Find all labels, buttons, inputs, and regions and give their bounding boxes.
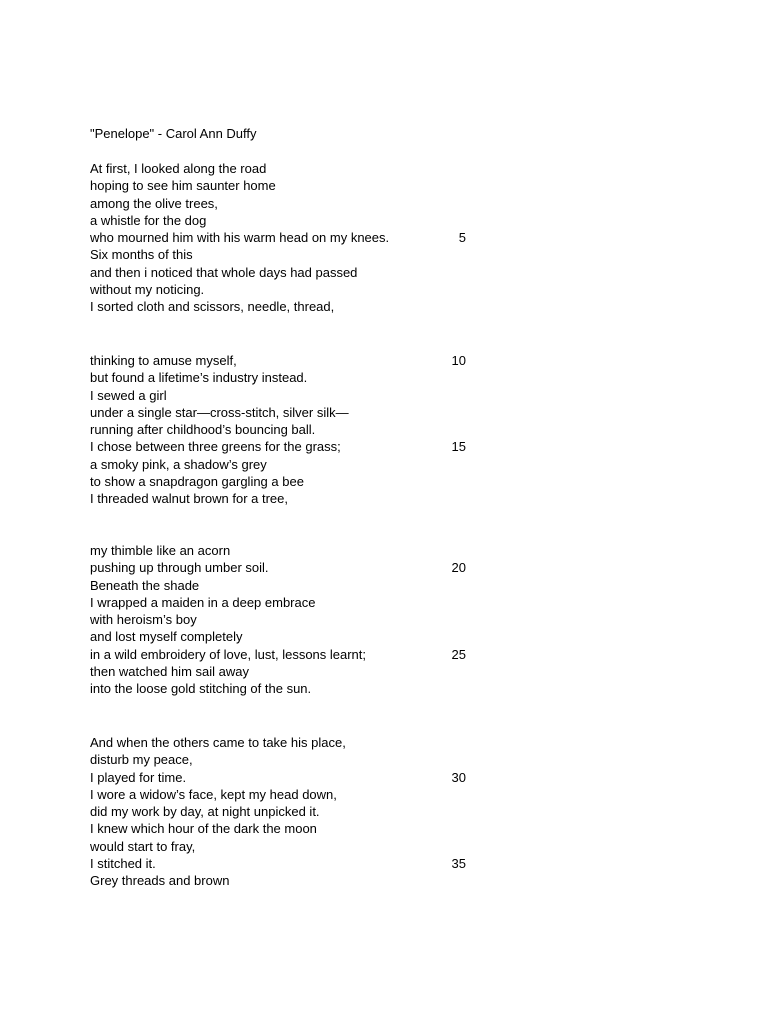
line-number: 10 [451,353,466,368]
poem-line [90,663,490,680]
poem-line-text: I sorted cloth and scissors, needle, thread, [90,299,335,315]
poem-line-text: my thimble like an acorn [90,543,231,558]
poem-line [90,872,490,889]
poem-line-text: Six months of this [90,247,193,263]
line-number: 20 [451,560,466,576]
poem-line-text: but found a lifetime’s industry instead. [90,370,308,386]
poem-line-text: I stitched it. [90,856,156,872]
poem-line-text: thinking to amuse myself, [90,353,237,368]
poem-line-text: who mourned him with his warm head on my knees. [90,230,390,246]
poem-line-text: and then i noticed that whole days had passed [90,264,358,280]
poem-line [90,734,490,751]
poem-line [90,229,490,246]
poem-line-text: a whistle for the dog [90,212,207,228]
poem-title: "Penelope" - Carol Ann Duffy [90,126,257,141]
poem-line-text: disturb my peace, [90,752,193,768]
poem-line [90,456,490,473]
poem-line [90,803,490,820]
poem-line [90,421,490,438]
poem-line-text: hoping to see him saunter home [90,178,276,194]
poem-line-text: would start to fray, [90,838,196,854]
poem-line [90,369,490,386]
poem-line [90,490,490,507]
poem-line [90,594,490,611]
stanza-4 [90,734,490,890]
poem-line [90,404,490,421]
poem-line-text: with heroism’s boy [90,612,197,628]
line-number: 5 [458,230,466,246]
line-number: 35 [451,856,466,872]
poem-line [90,246,490,263]
poem-line-text: I wore a widow’s face, kept my head down, [90,786,337,802]
stanza-1 [90,160,490,316]
poem-line-text: did my work by day, at night unpicked it. [90,804,320,820]
line-number: 15 [451,439,466,455]
poem-line-text: I wrapped a maiden in a deep embrace [90,594,316,610]
poem-line [90,611,490,628]
poem-line [90,786,490,803]
poem-line [90,751,490,768]
poem-line [90,838,490,855]
poem-line [90,473,490,490]
poem-line [90,264,490,281]
poem-line [90,177,490,194]
poem-line-text: without my noticing. [90,282,205,298]
poem-line-text: and lost myself completely [90,629,243,645]
poem-line-text: I chose between three greens for the grass; [90,439,341,455]
poem-line-text: Grey threads and brown [90,873,230,889]
poem-line-text: I played for time. [90,769,187,785]
poem-line-text: And when the others came to take his place, [90,735,346,750]
poem-line-text: among the olive trees, [90,195,218,211]
poem-line [90,577,490,594]
poem-line [90,387,490,404]
poem-line [90,160,490,177]
poem-line [90,646,490,663]
poem-line [90,352,490,369]
poem-line-text: I knew which hour of the dark the moon [90,821,317,837]
poem-line-text: to show a snapdragon gargling a bee [90,474,304,490]
poem-line [90,281,490,298]
poem-line-text: I sewed a girl [90,387,167,403]
poem-line-text: I threaded walnut brown for a tree, [90,491,289,507]
stanza-2 [90,352,490,508]
line-number: 25 [451,646,466,662]
poem-line [90,680,490,697]
poem-line-text: pushing up through umber soil. [90,560,269,576]
poem-line [90,769,490,786]
poem-line [90,559,490,576]
stanza-3 [90,542,490,698]
line-number: 30 [451,769,466,785]
poem-line [90,438,490,455]
poem-line-text: then watched him sail away [90,664,249,680]
poem-line-text: under a single star—cross-stitch, silver silk— [90,404,349,420]
poem-line-text: into the loose gold stitching of the sun. [90,681,312,697]
poem-line-text: Beneath the shade [90,577,200,593]
poem-line [90,195,490,212]
poem-line [90,855,490,872]
poem-line-text: a smoky pink, a shadow’s grey [90,456,267,472]
poem-line [90,298,490,315]
poem-line [90,212,490,229]
poem-line [90,542,490,559]
poem-line-text: running after childhood’s bouncing ball. [90,422,316,438]
poem-line-text: in a wild embroidery of love, lust, lessons learnt; [90,646,367,662]
poem-line [90,820,490,837]
poem-line [90,628,490,645]
poem-line-text: At first, I looked along the road [90,161,267,176]
